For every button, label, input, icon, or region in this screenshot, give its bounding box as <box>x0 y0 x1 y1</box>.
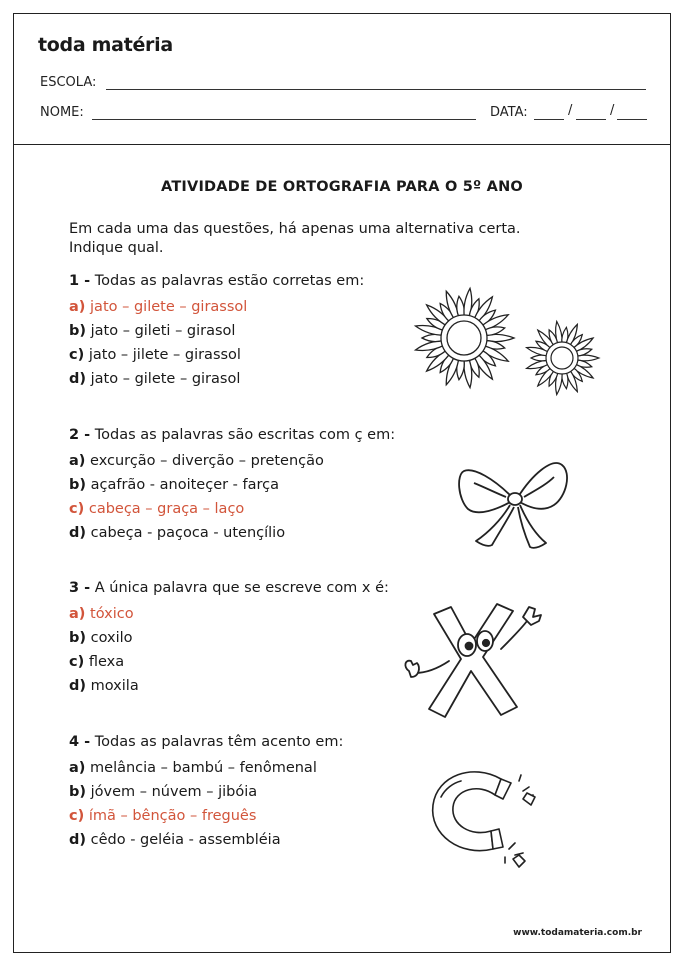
question-2-option-c[interactable] <box>69 501 244 517</box>
question-3 <box>69 580 389 596</box>
option-letter: b) <box>69 477 87 493</box>
question-text: Todas as palavras têm acento em: <box>94 734 344 750</box>
option-letter: a) <box>69 299 86 315</box>
option-text: moxila <box>90 678 139 694</box>
question-3-option-b[interactable] <box>69 630 133 646</box>
option-letter: c) <box>69 347 85 363</box>
petal <box>464 358 472 388</box>
date-separator: / <box>568 103 573 118</box>
option-text: jóvem – núvem – jibóia <box>90 784 258 800</box>
question-1 <box>69 273 364 289</box>
school-field[interactable] <box>106 89 646 90</box>
question-4-option-c[interactable] <box>69 808 256 824</box>
question-2-option-a[interactable] <box>69 453 324 469</box>
question-text: A única palavra que se escreve com x é: <box>94 580 389 596</box>
question-4 <box>69 734 343 750</box>
question-1-option-a[interactable] <box>69 299 247 315</box>
question-number: 1 - <box>69 273 91 289</box>
option-text: cabeça - paçoca - utençílio <box>90 525 286 541</box>
option-text: jato – gilete – girasol <box>90 371 241 387</box>
header <box>14 14 670 145</box>
option-text: tóxico <box>90 606 134 622</box>
question-number: 3 - <box>69 580 91 596</box>
bow-illustration <box>454 449 574 559</box>
date-separator: / <box>610 103 615 118</box>
option-letter: a) <box>69 453 86 469</box>
magnet-illustration <box>419 759 559 869</box>
option-letter: a) <box>69 606 86 622</box>
question-4-option-d[interactable] <box>69 832 281 848</box>
option-text: cabeça – graça – laço <box>88 501 245 517</box>
question-text: Todas as palavras são escritas com ç em: <box>94 427 396 443</box>
date-month-field[interactable] <box>576 119 606 120</box>
instructions-line: Em cada uma das questões, há apenas uma alternativa certa. <box>69 221 521 237</box>
footer-url[interactable]: www.todamateria.com.br <box>513 928 642 938</box>
option-text: jato – jilete – girassol <box>88 347 241 363</box>
option-letter: d) <box>69 525 87 541</box>
question-2 <box>69 427 395 443</box>
petal <box>556 321 563 344</box>
question-2-option-d[interactable] <box>69 525 285 541</box>
option-text: ímã – bênção – freguês <box>88 808 257 824</box>
option-text: melância – bambú – fenômenal <box>90 760 317 776</box>
question-1-option-d[interactable] <box>69 371 240 387</box>
option-letter: d) <box>69 371 87 387</box>
question-3-option-c[interactable] <box>69 654 124 670</box>
page-title: ATIVIDADE DE ORTOGRAFIA PARA O 5º ANO <box>161 179 523 195</box>
question-4-option-b[interactable] <box>69 784 257 800</box>
question-2-option-b[interactable] <box>69 477 279 493</box>
letter-x-character-illustration <box>389 589 559 724</box>
date-year-field[interactable] <box>617 119 647 120</box>
option-letter: c) <box>69 501 85 517</box>
option-text: coxilo <box>90 630 133 646</box>
sunflowers-illustration <box>402 284 602 399</box>
option-letter: b) <box>69 630 87 646</box>
option-letter: c) <box>69 654 85 670</box>
option-text: flexa <box>88 654 125 670</box>
instructions <box>69 220 549 258</box>
option-letter: d) <box>69 832 87 848</box>
question-1-option-b[interactable] <box>69 323 235 339</box>
question-1-option-c[interactable] <box>69 347 241 363</box>
date-label: DATA: <box>490 105 528 120</box>
option-letter: c) <box>69 808 85 824</box>
option-letter: b) <box>69 784 87 800</box>
question-number: 4 - <box>69 734 91 750</box>
option-text: excurção – diverção – pretenção <box>90 453 324 469</box>
worksheet <box>13 13 671 953</box>
option-letter: d) <box>69 678 87 694</box>
question-text: Todas as palavras estão corretas em: <box>94 273 365 289</box>
option-text: açafrão - anoiteçer - farça <box>90 477 280 493</box>
option-letter: b) <box>69 323 87 339</box>
question-3-option-a[interactable] <box>69 606 134 622</box>
date-day-field[interactable] <box>534 119 564 120</box>
school-label: ESCOLA: <box>40 75 97 90</box>
instructions-line: Indique qual. <box>69 240 164 256</box>
name-label: NOME: <box>40 105 84 120</box>
question-3-option-d[interactable] <box>69 678 139 694</box>
question-4-option-a[interactable] <box>69 760 317 776</box>
option-text: cêdo - geléia - assembléia <box>90 832 281 848</box>
option-text: jato – gileti – girasol <box>90 323 236 339</box>
option-letter: a) <box>69 760 86 776</box>
name-field[interactable] <box>92 119 476 120</box>
logo: toda matéria <box>38 34 173 56</box>
question-number: 2 - <box>69 427 91 443</box>
option-text: jato – gilete – girassol <box>90 299 248 315</box>
